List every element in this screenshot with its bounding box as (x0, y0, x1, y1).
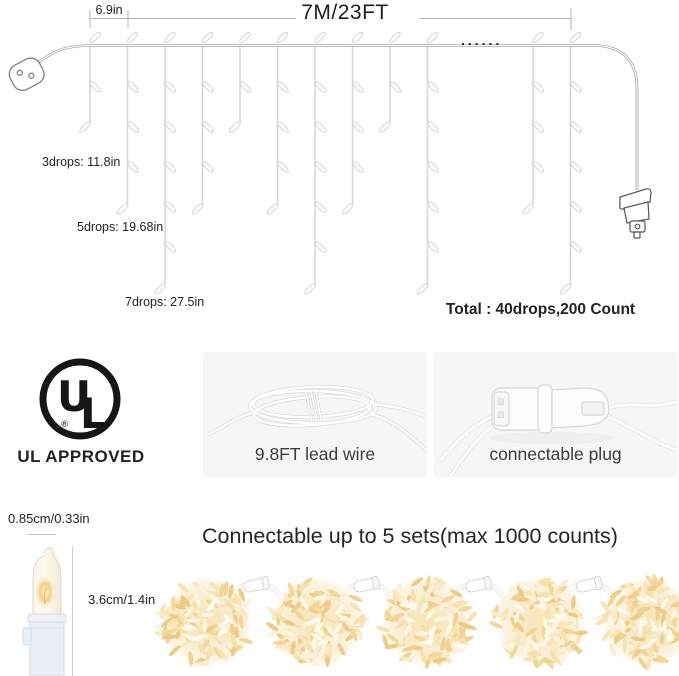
total-length-label: 7M/23FT (301, 1, 389, 24)
light-cluster (265, 574, 369, 670)
bulb-height-label: 3.6cm/1.4in (88, 592, 156, 607)
light-cluster (488, 574, 589, 670)
drop-label-7drops: 7drops: 27.5in (125, 295, 205, 309)
drop-label-5drops: 5drops: 19.68in (77, 220, 164, 234)
icicle-drops (78, 31, 582, 296)
cluster-connector-icon (575, 576, 602, 594)
plug-assembly (492, 385, 609, 433)
feature-card-lead-wire (203, 352, 427, 477)
lead-wire-label: 9.8FT lead wire (254, 444, 376, 464)
registered-mark: ® (60, 420, 69, 430)
ul-logo (28, 352, 132, 446)
bulb-width-label: 0.85cm/0.33in (8, 511, 90, 526)
total-count-label: Total : 40drops,200 Count (445, 301, 636, 318)
spacing-label: 6.9in (95, 3, 123, 17)
bulb-width-measure-line (27, 534, 56, 535)
ul-approved-label: UL APPROVED (17, 447, 145, 466)
feature-card-connectable-plug (434, 352, 677, 477)
light-clusters-photo (155, 558, 679, 676)
continuation-dots: ...... (461, 32, 503, 48)
cluster-connector-icon (243, 576, 270, 594)
cluster-connector-icon (353, 576, 380, 594)
drop-label-3drops: 3drops: 11.8in (42, 155, 121, 169)
male-plug-right-icon (620, 189, 651, 238)
bulb-height-measure-line (72, 546, 73, 676)
ul-logo-letter-u: U (57, 372, 92, 421)
bulb-photo (20, 540, 80, 676)
connectable-heading: Connectable up to 5 sets(max 1000 counts) (202, 524, 618, 548)
cluster-connector-icon (465, 576, 492, 594)
connectable-plug-label: connectable plug (489, 444, 622, 464)
ul-logo-letter-l: L (80, 389, 107, 438)
light-cluster (155, 574, 255, 670)
